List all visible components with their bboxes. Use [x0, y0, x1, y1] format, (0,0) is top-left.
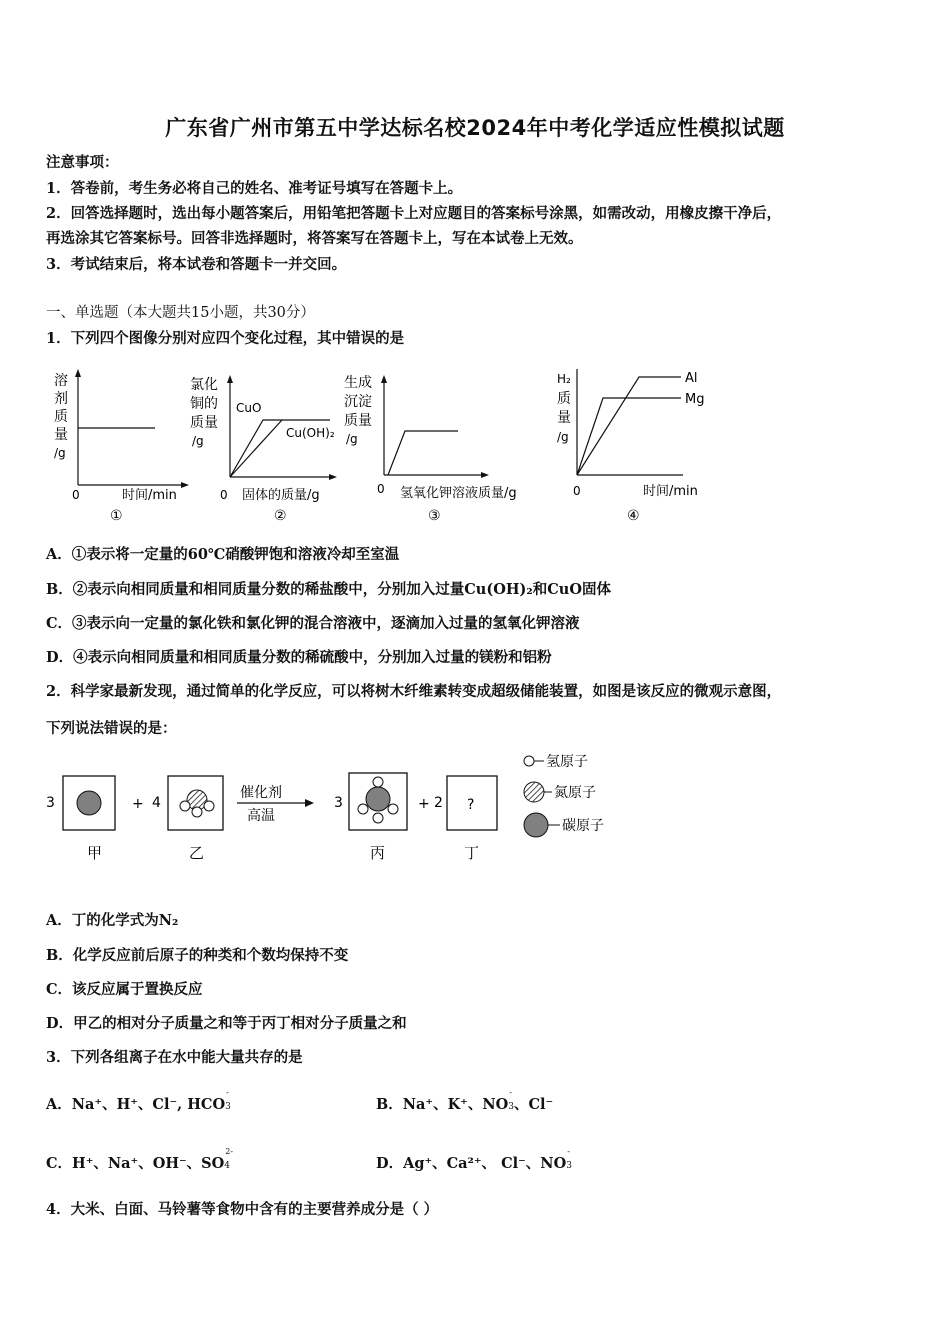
y-label: /g — [557, 430, 569, 444]
label-yi: 乙 — [189, 844, 205, 862]
hydrogen-atom-icon — [524, 756, 534, 766]
condition-catalyst: 催化剂 — [240, 785, 282, 801]
carbon-atom-icon — [524, 813, 548, 837]
line-label-cuo: CuO — [236, 401, 262, 415]
notice-item: 3．考试结束后，将本试卷和答题卡一并交回。 — [46, 256, 347, 273]
section-heading: 一、单选题（本大题共15小题，共30分） — [46, 305, 315, 321]
y-label: H₂ — [557, 372, 571, 386]
y-label: 量 — [54, 427, 68, 443]
x-label: 时间/min — [122, 488, 177, 503]
line-label-cuoh2: Cu(OH)₂ — [286, 426, 335, 440]
y-label: 质量 — [190, 415, 218, 431]
question-4-stem: 4．大米、白面、马铃薯等食物中含有的主要营养成分是（ ） — [46, 1201, 439, 1218]
line-label-mg: Mg — [685, 392, 705, 407]
y-label: 剂 — [54, 391, 68, 407]
unknown-mark: ? — [467, 797, 475, 813]
legend-carbon: 碳原子 — [562, 818, 604, 834]
line-label-al: Al — [685, 371, 698, 386]
notice-item: 再选涂其它答案标号。回答非选择题时，将答案写在答题卡上，写在本试卷上无效。 — [46, 230, 583, 247]
plus-sign: + — [132, 796, 144, 812]
origin-label: 0 — [72, 488, 80, 502]
graph-1 — [50, 365, 200, 525]
y-label: 铜的 — [190, 396, 218, 412]
y-label: 质 — [557, 391, 571, 407]
label-ding: 丁 — [464, 844, 480, 862]
coef-jia: 3 — [46, 795, 55, 811]
label-jia: 甲 — [87, 844, 103, 862]
y-label: 生成 — [344, 375, 372, 391]
graph-number: ② — [274, 508, 287, 524]
x-label: 氢氧化钾溶液质量/g — [400, 486, 517, 501]
notice-heading: 注意事项： — [46, 154, 119, 171]
graph-number: ① — [110, 508, 123, 524]
y-label: /g — [54, 446, 66, 460]
origin-label: 0 — [220, 488, 228, 502]
y-label: 量 — [557, 410, 571, 426]
graph-4 — [553, 365, 723, 525]
nitrogen-atom-icon — [524, 782, 544, 802]
origin-label: 0 — [573, 484, 581, 498]
y-label: 氯化 — [190, 377, 218, 393]
legend-nitrogen: 氮原子 — [554, 785, 596, 801]
q1-option-d: D．④表示向相同质量和相同质量分数的稀硫酸中，分别加入过量的镁粉和铝粉 — [46, 649, 552, 666]
legend-hydrogen: 氢原子 — [546, 754, 588, 770]
y-label: 溶 — [54, 373, 68, 389]
reaction-diagram — [40, 745, 640, 870]
q3-option-d: D．Ag⁺、Ca²⁺、 Cl⁻、NO - 3 — [376, 1147, 572, 1172]
q1-option-b: B．②表示向相同质量和相同质量分数的稀盐酸中，分别加入过量Cu(OH)₂和CuO固体 — [46, 581, 611, 598]
y-label: /g — [192, 434, 204, 448]
condition-temp: 高温 — [247, 808, 275, 824]
question-1-stem: 1．下列四个图像分别对应四个变化过程，其中错误的是 — [46, 330, 405, 347]
q1-option-a: A．①表示将一定量的60℃硝酸钾饱和溶液冷却至室温 — [46, 546, 400, 563]
page-title: 广东省广州市第五中学达标名校2024年中考化学适应性模拟试题 — [165, 116, 785, 140]
question-3-stem: 3．下列各组离子在水中能大量共存的是 — [46, 1049, 303, 1066]
q3-option-c: C．H⁺、Na⁺、OH⁻、SO 2- 4 — [46, 1147, 234, 1172]
q3-option-b: B．Na⁺、K⁺、NO - 3、Cl⁻ — [376, 1088, 554, 1113]
coef-ding: 2 — [434, 795, 443, 811]
label-bing: 丙 — [370, 844, 386, 862]
q2-option-b: B．化学反应前后原子的种类和个数均保持不变 — [46, 947, 349, 964]
q2-option-d: D．甲乙的相对分子质量之和等于丙丁相对分子质量之和 — [46, 1015, 407, 1032]
y-label: 沉淀 — [344, 394, 372, 410]
graph-number: ④ — [627, 508, 640, 524]
y-label: /g — [346, 432, 358, 446]
q2-option-a: A．丁的化学式为N₂ — [46, 912, 179, 929]
graph-number: ③ — [428, 508, 441, 524]
q3-option-a: A．Na⁺、H⁺、Cl⁻, HCO - 3 — [46, 1088, 231, 1113]
x-label: 固体的质量/g — [242, 488, 320, 503]
origin-label: 0 — [377, 482, 385, 496]
notice-item: 1．答卷前，考生务必将自己的姓名、准考证号填写在答题卡上。 — [46, 180, 463, 197]
coef-yi: 4 — [152, 795, 161, 811]
question-2-stem: 2．科学家最新发现，通过简单的化学反应，可以将树木纤维素转变成超级储能装置，如图是该反应的微观示意图， — [46, 683, 782, 700]
y-label: 质量 — [344, 413, 372, 429]
y-label: 质 — [54, 409, 68, 425]
q2-option-c: C．该反应属于置换反应 — [46, 981, 203, 998]
graph-3 — [340, 365, 545, 525]
q1-option-c: C．③表示向一定量的氯化铁和氯化钾的混合溶液中，逐滴加入过量的氢氧化钾溶液 — [46, 615, 580, 632]
notice-item: 2．回答选择题时，选出每小题答案后，用铅笔把答题卡上对应题目的答案标号涂黑，如需改动，用橡皮擦干净后， — [46, 205, 782, 222]
coef-bing: 3 — [334, 795, 343, 811]
graph-2 — [188, 365, 346, 525]
question-2-stem-cont: 下列说法错误的是： — [46, 720, 177, 737]
plus-sign: + — [418, 796, 430, 812]
x-label: 时间/min — [643, 484, 698, 499]
